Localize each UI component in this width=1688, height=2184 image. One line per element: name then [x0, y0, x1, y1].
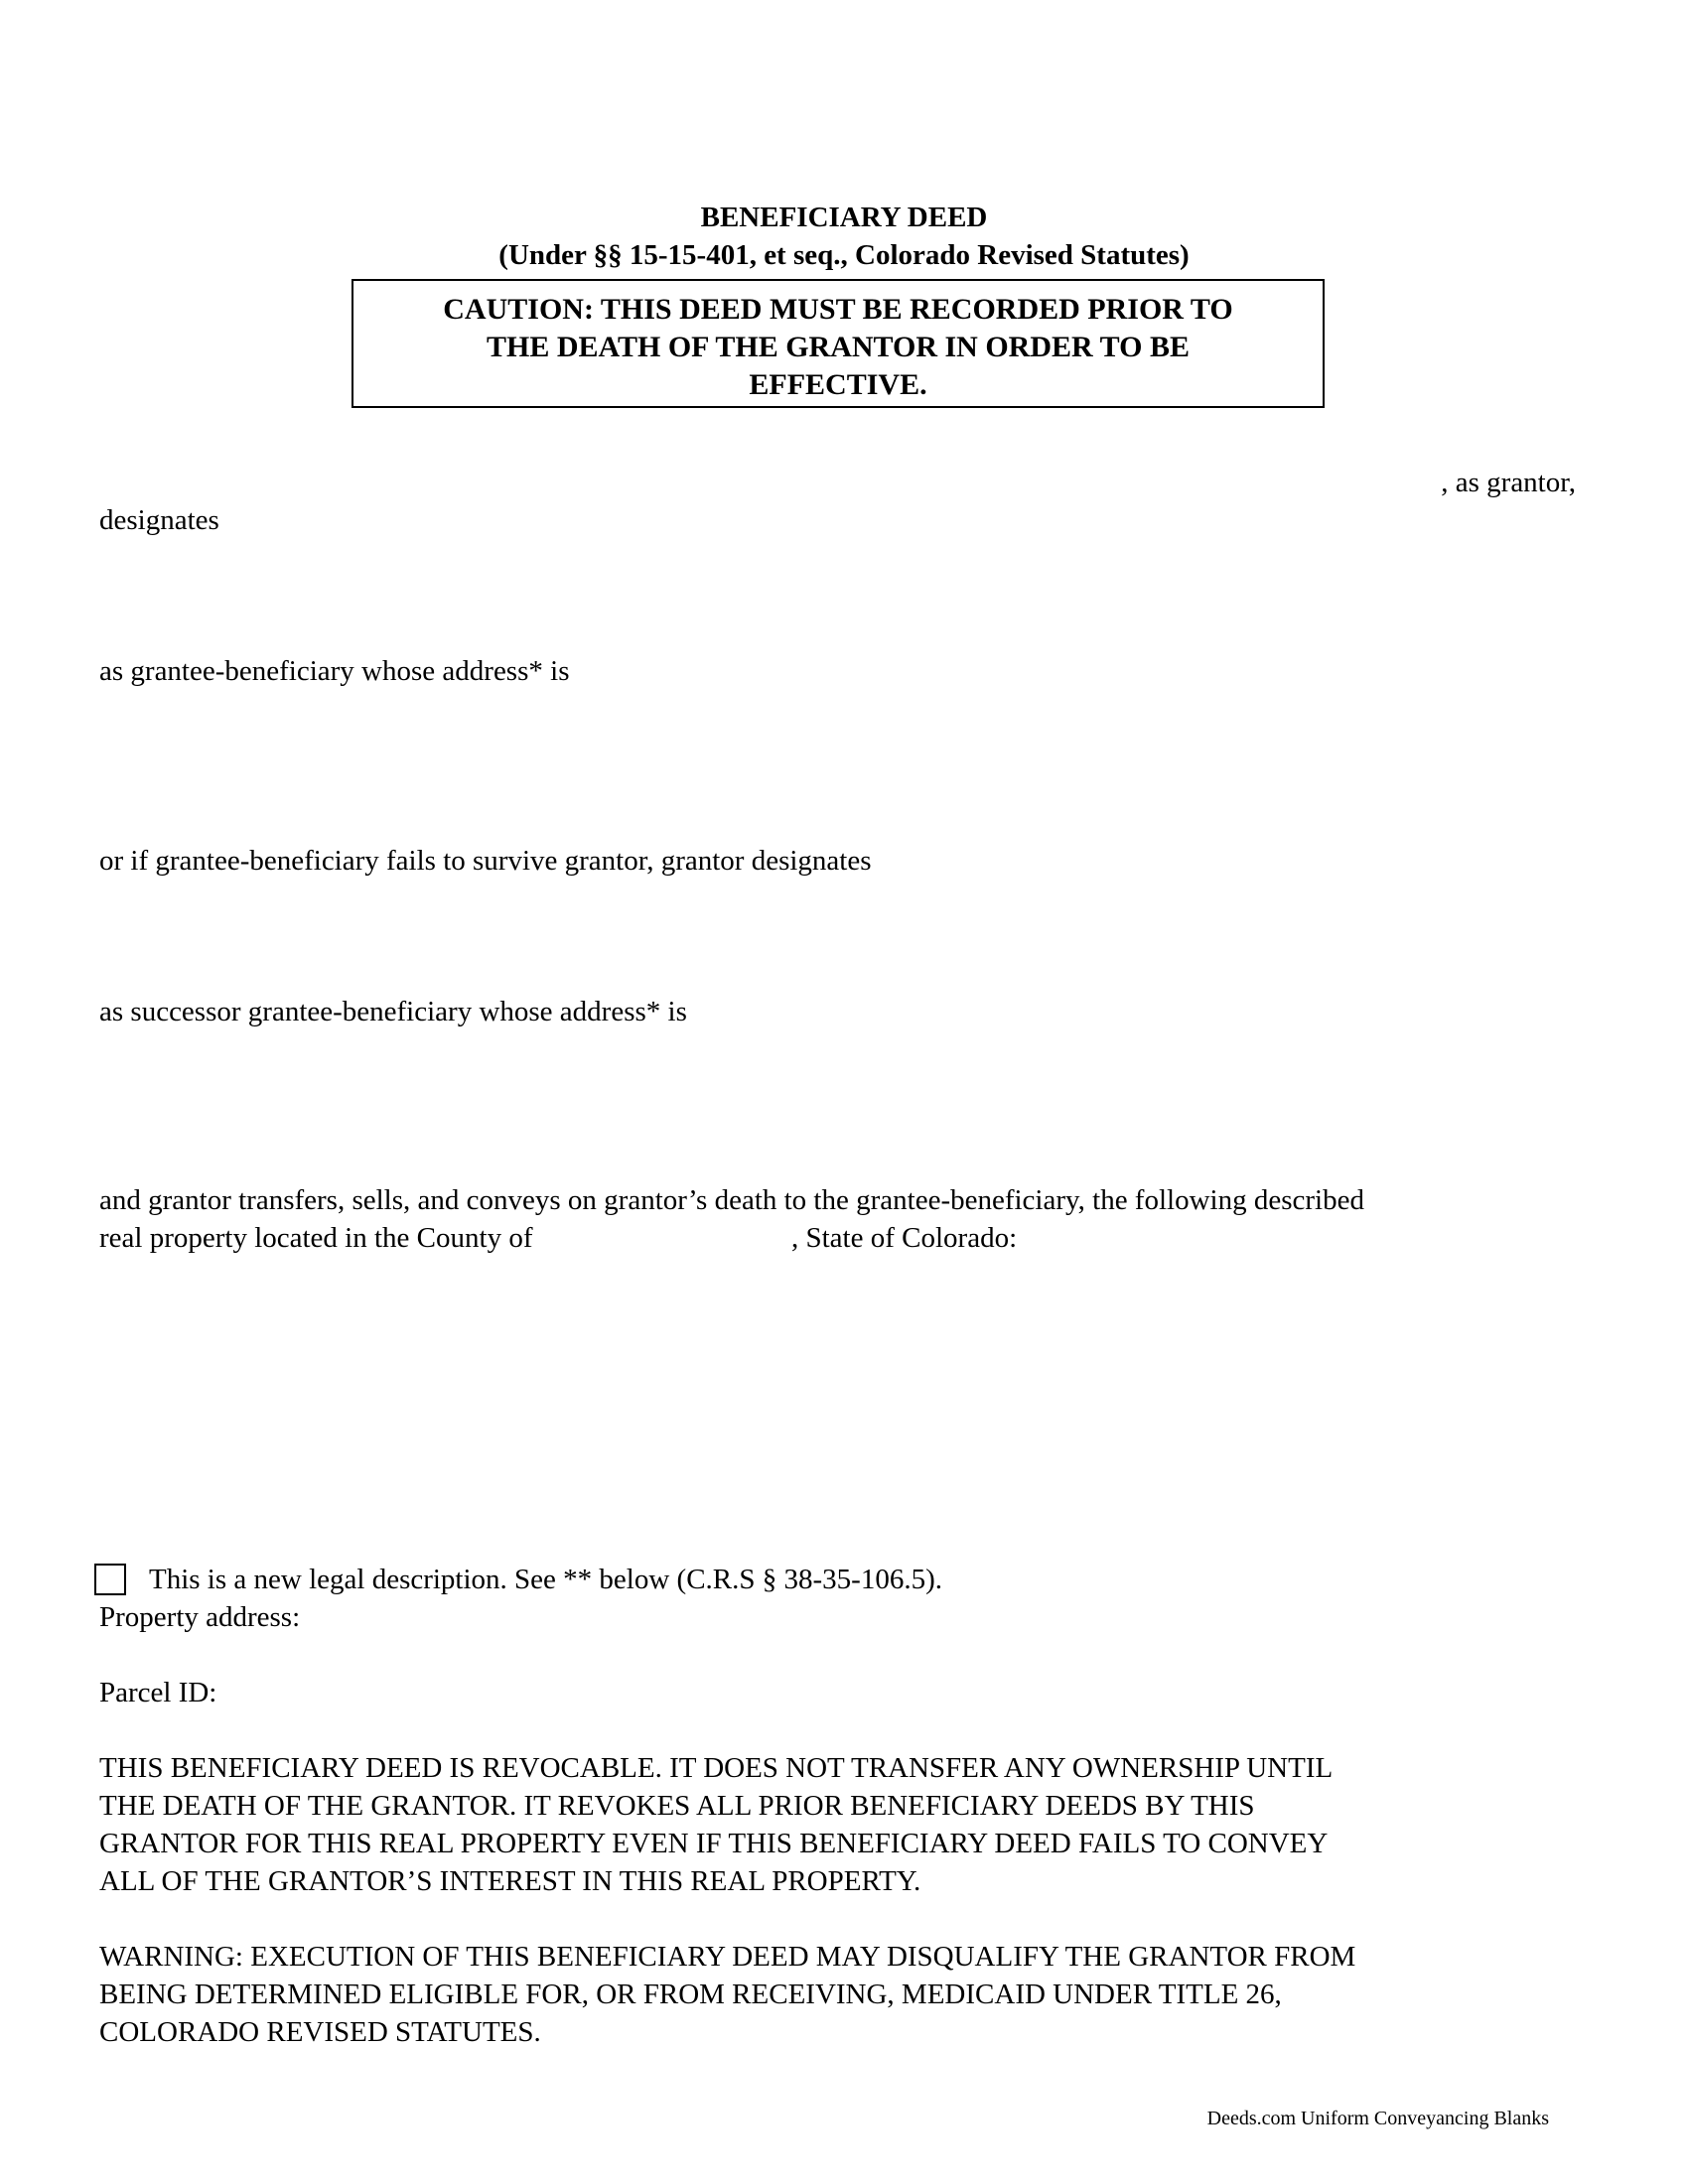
- revocable-line-3: GRANTOR FOR THIS REAL PROPERTY EVEN IF THIS BENEFICIARY DEED FAILS TO CONVEY: [99, 1828, 1329, 1859]
- designates-text: designates: [99, 504, 219, 536]
- caution-box: [352, 279, 1325, 408]
- transfer-line-2b: , State of Colorado:: [791, 1222, 1018, 1254]
- caution-line-3: EFFECTIVE.: [749, 368, 927, 401]
- footer-text: Deeds.com Uniform Conveyancing Blanks: [1206, 2108, 1549, 2129]
- transfer-line-2a: real property located in the County of: [99, 1222, 533, 1254]
- document-subtitle: (Under §§ 15-15-401, et seq., Colorado Revised Statutes): [498, 239, 1190, 271]
- warning-line-1: WARNING: EXECUTION OF THIS BENEFICIARY DEED MAY DISQUALIFY THE GRANTOR FROM: [99, 1941, 1356, 1973]
- revocable-line-2: THE DEATH OF THE GRANTOR. IT REVOKES ALL PRIOR BENEFICIARY DEEDS BY THIS: [99, 1790, 1255, 1822]
- parcel-id-label: Parcel ID:: [99, 1677, 217, 1708]
- new-legal-description-text: This is a new legal description. See ** below (C.R.S § 38-35-106.5).: [149, 1564, 942, 1595]
- as-grantor-text: , as grantor,: [1441, 467, 1576, 498]
- caution-line-1: CAUTION: THIS DEED MUST BE RECORDED PRIOR TO: [443, 293, 1233, 326]
- caution-line-2: THE DEATH OF THE GRANTOR IN ORDER TO BE: [487, 331, 1190, 363]
- successor-intro-text: or if grantee-beneficiary fails to survive grantor, grantor designates: [99, 845, 872, 877]
- revocable-notice: [99, 1749, 1589, 1900]
- property-address-label: Property address:: [99, 1601, 301, 1633]
- warning-line-2: BEING DETERMINED ELIGIBLE FOR, OR FROM RECEIVING, MEDICAID UNDER TITLE 26,: [99, 1979, 1282, 2010]
- grantee-address-text: as grantee-beneficiary whose address* is: [99, 655, 570, 687]
- medicaid-warning: [99, 1938, 1589, 2051]
- transfer-line-1: and grantor transfers, sells, and conveys on grantor’s death to the grantee-beneficiary, the following described: [99, 1184, 1364, 1216]
- document-title: BENEFICIARY DEED: [700, 202, 988, 233]
- revocable-line-4: ALL OF THE GRANTOR’S INTEREST IN THIS REAL PROPERTY.: [99, 1865, 921, 1897]
- new-legal-description-checkbox[interactable]: [94, 1564, 126, 1595]
- successor-address-text: as successor grantee-beneficiary whose address* is: [99, 996, 687, 1027]
- revocable-line-1: THIS BENEFICIARY DEED IS REVOCABLE. IT DOES NOT TRANSFER ANY OWNERSHIP UNTIL: [99, 1752, 1334, 1784]
- warning-line-3: COLORADO REVISED STATUTES.: [99, 2016, 541, 2048]
